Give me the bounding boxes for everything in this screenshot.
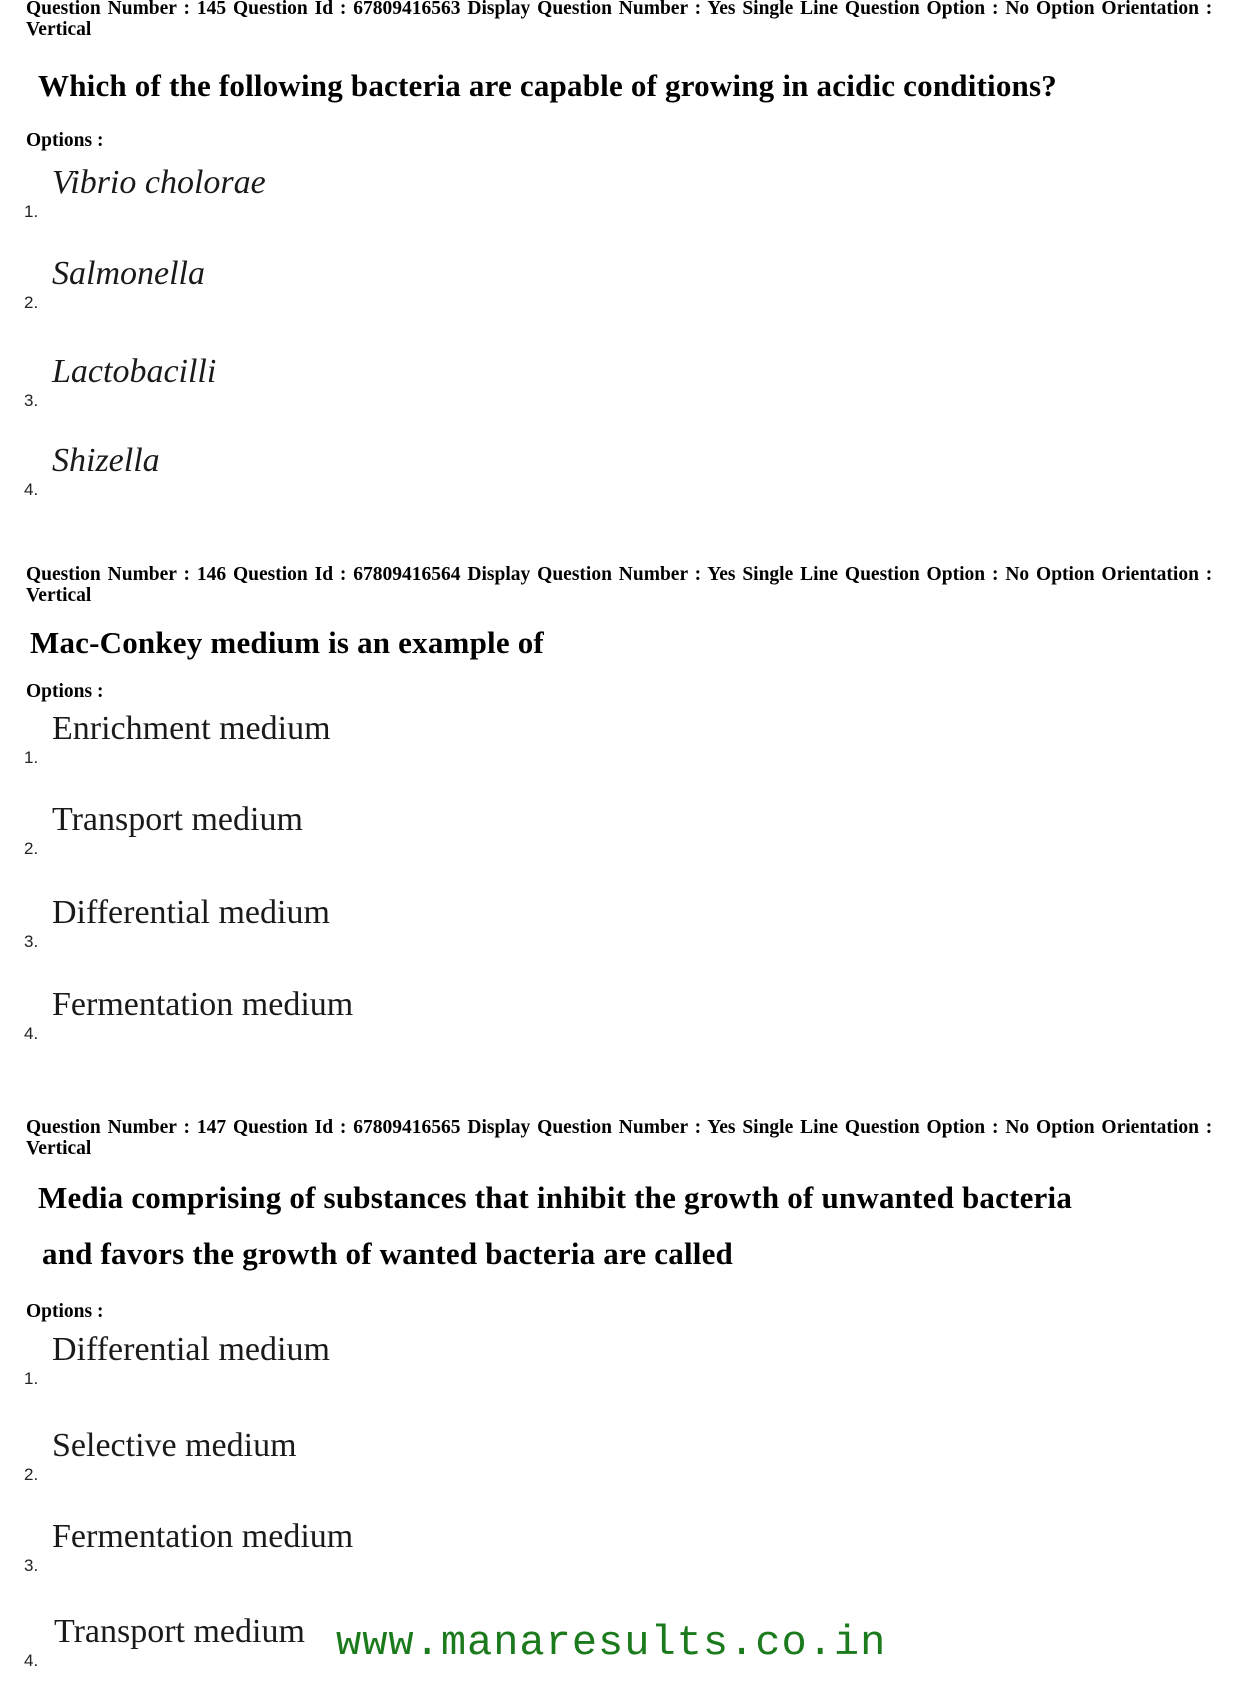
question-text-line: Media comprising of substances that inhibit the growth of unwanted bacteria	[38, 1180, 1073, 1215]
question-text-147	[38, 1170, 1072, 1282]
option-text: Vibrio cholorae	[52, 164, 266, 201]
option-number: 2.	[24, 839, 39, 858]
question-text-line: and favors the growth of wanted bacteria are called	[42, 1236, 733, 1271]
option-text: Differential medium	[52, 894, 330, 931]
question-text-line: Mac-Conkey medium is an example of	[30, 625, 544, 660]
option-number: 1.	[24, 1369, 39, 1388]
option-number: 4.	[24, 1651, 39, 1670]
option-item[interactable]	[24, 255, 624, 315]
option-number: 3.	[24, 932, 39, 951]
option-number: 3.	[24, 391, 39, 410]
question-text-line: Which of the following bacteria are capable of growing in acidic conditions?	[38, 68, 1057, 103]
option-number: 2.	[24, 293, 39, 312]
option-item[interactable]	[24, 710, 624, 770]
option-text: Differential medium	[52, 1331, 330, 1368]
option-number: 4.	[24, 1024, 39, 1043]
option-text: Selective medium	[52, 1427, 297, 1464]
question-meta-147: Question Number : 147 Question Id : 67809416565 Display Question Number : Yes Single Line Question Option : No Option Orientation : Vertical	[26, 1117, 1213, 1159]
option-number: 3.	[24, 1556, 39, 1575]
option-number: 1.	[24, 202, 39, 221]
question-meta-145: Question Number : 145 Question Id : 67809416563 Display Question Number : Yes Single Line Question Option : No Option Orientation : Vertical	[26, 0, 1213, 40]
option-item[interactable]	[24, 894, 624, 954]
option-item[interactable]	[24, 1427, 624, 1487]
question-text-145	[38, 58, 1057, 114]
question-meta-146: Question Number : 146 Question Id : 67809416564 Display Question Number : Yes Single Line Question Option : No Option Orientation : Vertical	[26, 564, 1213, 606]
option-item[interactable]	[24, 1518, 624, 1578]
option-item[interactable]	[24, 801, 624, 861]
option-text: Fermentation medium	[52, 986, 354, 1023]
option-item[interactable]	[24, 164, 624, 224]
option-text: Shizella	[52, 442, 160, 479]
option-item[interactable]	[24, 986, 624, 1046]
option-text: Fermentation medium	[52, 1518, 354, 1555]
option-number: 1.	[24, 748, 39, 767]
options-label: Options :	[26, 130, 104, 151]
watermark-url: www.manaresults.co.in	[336, 1619, 887, 1667]
option-text: Enrichment medium	[52, 710, 331, 747]
option-item[interactable]	[24, 353, 624, 413]
option-text: Salmonella	[52, 255, 205, 292]
options-label: Options :	[26, 681, 104, 702]
option-text: Lactobacilli	[52, 353, 217, 390]
option-number: 4.	[24, 480, 39, 499]
question-text-146	[30, 615, 544, 671]
option-item[interactable]	[24, 1331, 624, 1391]
options-label: Options :	[26, 1301, 104, 1322]
option-text: Transport medium	[54, 1613, 305, 1650]
option-text: Transport medium	[52, 801, 303, 838]
option-number: 2.	[24, 1465, 39, 1484]
option-item[interactable]	[24, 442, 624, 502]
